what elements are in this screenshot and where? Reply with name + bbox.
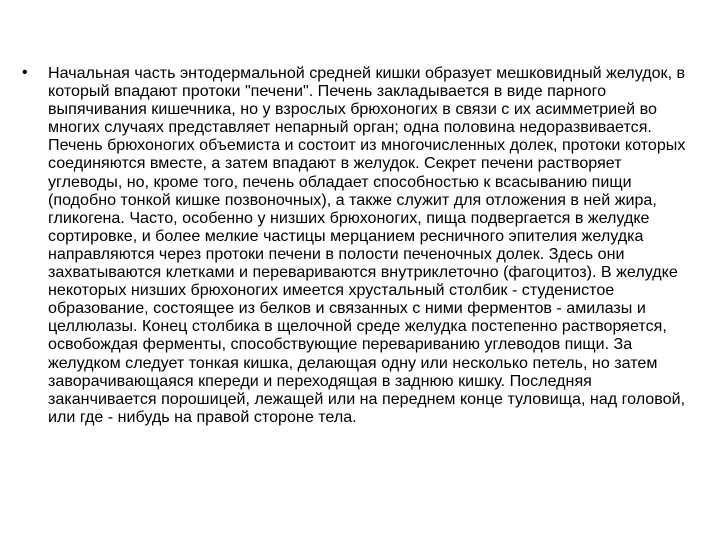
bullet-list: [22, 64, 702, 426]
paragraph-text: Начальная часть энтодермальной средней кишки образует мешковидный желудок, в который впадают протоки "печени". Печень закладывается в виде парного выпячивания кишечника, но у взрослых брюхоногих в связи с их асимметрией во многих случаях представляет непарный орган; одна половина недоразвивается. Печень брюхоногих объемиста и состоит из многочисленных долек, протоки которых соединяются вместе, а затем впадают в желудок. Секрет печени растворяет углеводы, но, кроме того, печень обладает способностью к всасыванию пищи (подобно тонкой кишке позвоночных), а также служит для отложения в ней жира, гликогена. Часто, особенно у низших брюхоногих, пища подвергается в желудке сортировке, и более мелкие частицы мерцанием ресничного эпителия желудка направляются через протоки печени в полости печеночных долек. Здесь они захватываются клетками и перевариваются внутриклеточно (фагоцитоз). В желудке некоторых низших брюхоногих имеется хрустальный столбик - студенистое образование, состоящее из белков и связанных с ними ферментов - амилазы и целлюлазы. Конец столбика в щелочной среде желудка постепенно растворяется, освобождая ферменты, способствующие перевариванию углеводов пищи. За желудком следует тонкая кишка, делающая одну или несколько петель, но затем заворачивающаяся кпереди и переходящая в заднюю кишку. Последняя заканчивается порошицей, лежащей или на переднем конце туловища, над головой, или где - нибудь на правой стороне тела.: [48, 64, 686, 426]
bullet-item: [22, 64, 702, 426]
bullet-icon: •: [22, 64, 28, 81]
